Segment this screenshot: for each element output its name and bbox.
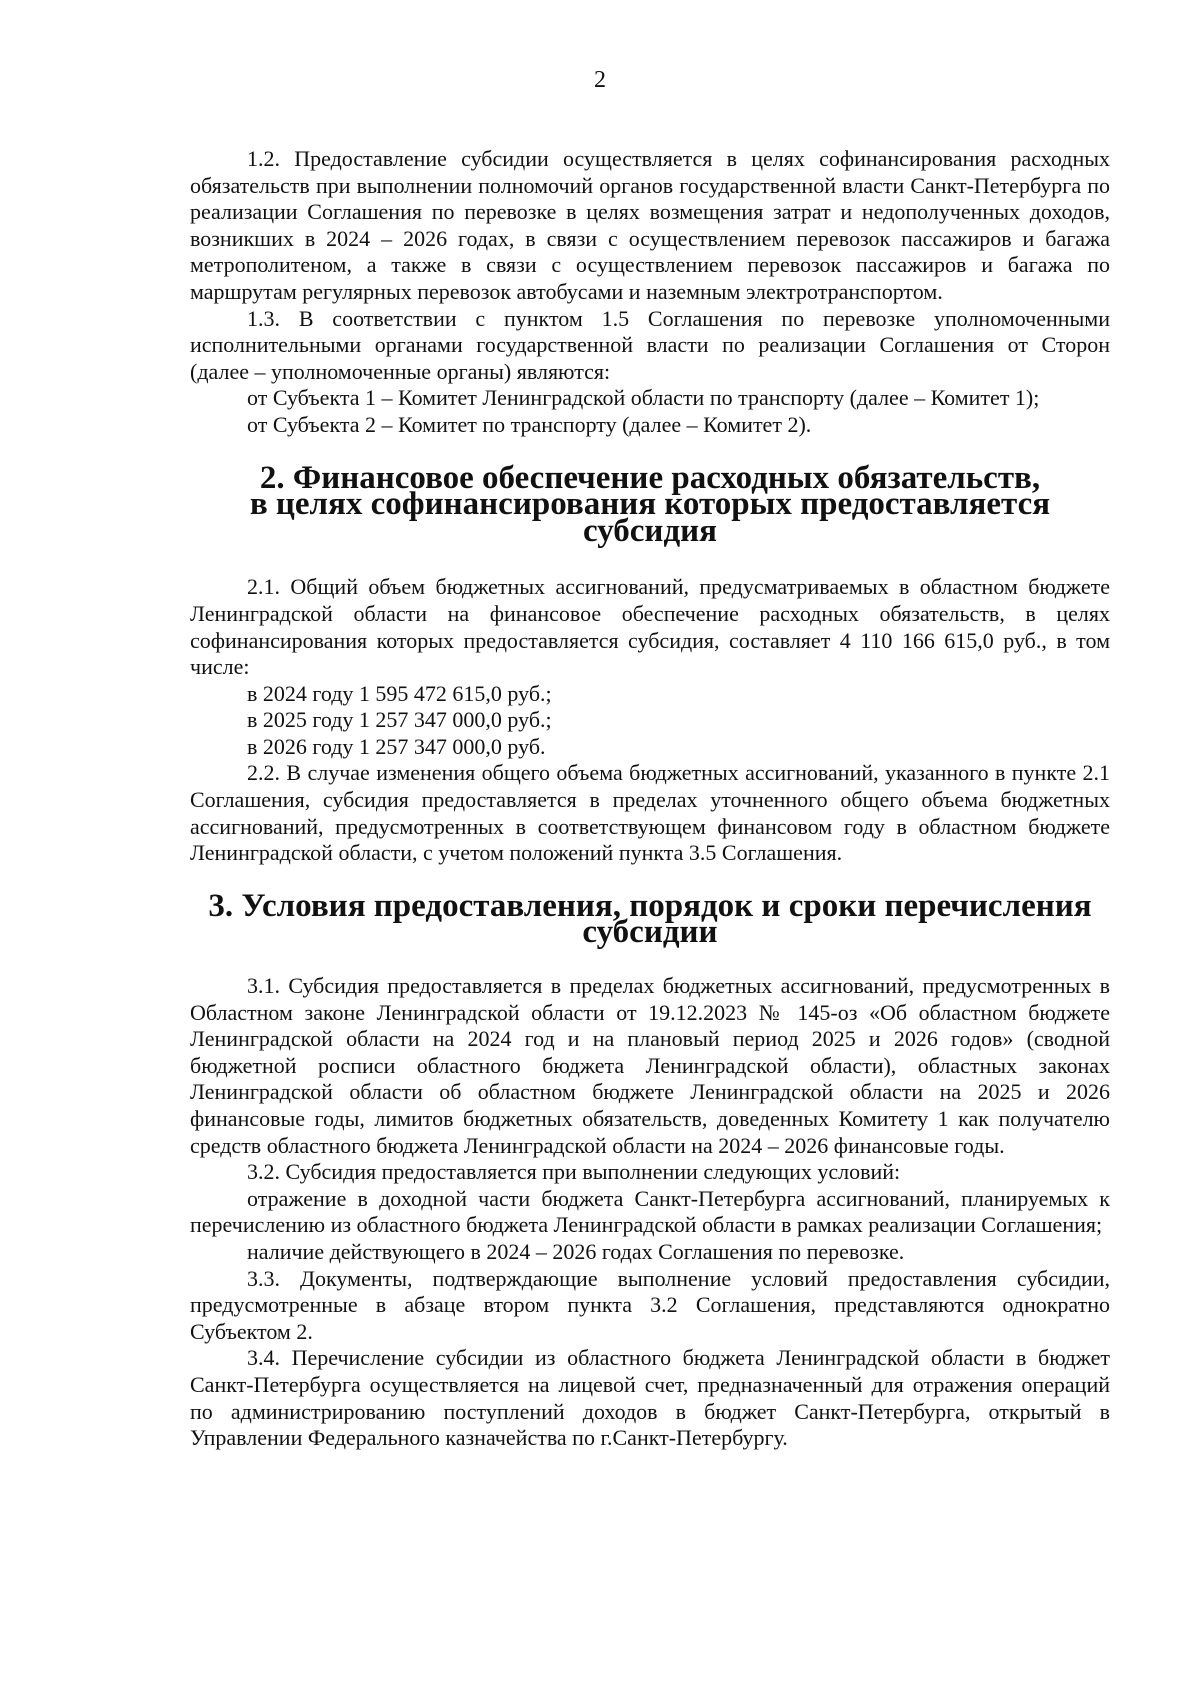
- paragraph-2-1: 2.1. Общий объем бюджетных ассигнований, предусматриваемых в областном бюджете Ленинградской области на финансовое обеспечение расходных обязательств, в целях софинансирования которых предоставляется субсидия, составляет 4 110 166 615,0 руб., в том числе:: [190, 574, 1110, 680]
- paragraph-3-2-item-a: отражение в доходной части бюджета Санкт-Петербурга ассигнований, планируемых к перечислению из областного бюджета Ленинградской области в рамках реализации Соглашения;: [190, 1185, 1110, 1238]
- paragraph-3-4: 3.4. Перечисление субсидии из областного бюджета Ленинградской области в бюджет Санкт-Петербурга осуществляется на лицевой счет, предназначенный для отражения операций по администрированию поступлений доходов в бюджет Санкт-Петербурга, открытый в Управлении Федерального казначейства по г.Санкт-Петербургу.: [190, 1345, 1110, 1451]
- section-3-heading-line: 3. Условия предоставления, порядок и сроки перечисления субсидии: [208, 887, 1092, 951]
- paragraph-2-1-item-2025: в 2025 году 1 257 347 000,0 руб.;: [247, 707, 552, 733]
- spacer: [190, 544, 1110, 574]
- paragraph-1-3-item-b: от Субъекта 2 – Комитет по транспорту (далее – Комитет 2).: [247, 411, 812, 437]
- spacer: [190, 946, 1110, 973]
- section-2-heading-line-2: в целях софинансирования которых предоставляется субсидия: [249, 486, 1051, 549]
- paragraph-3-2: 3.2. Субсидия предоставляется при выполнении следующих условий:: [247, 1159, 901, 1185]
- paragraph-1-3: 1.3. В соответствии с пунктом 1.5 Соглашения по перевозке уполномоченными исполнительными органами государственной власти по реализации Соглашения от Сторон (далее – уполномоченные органы) являются:: [190, 305, 1110, 384]
- paragraph-1-2: 1.2. Предоставление субсидии осуществляется в целях софинансирования расходных обязательств при выполнении полномочий органов государственной власти Санкт-Петербурга по реализации Соглашения по перевозке в целях возмещения затрат и недополученных доходов, возникших в 2024 – 2026 годах, в связи с осуществлением перевозок пассажиров и багажа метрополитеном, а также в связи с осуществлением перевозок пассажиров и багажа по маршрутам регулярных перевозок автобусами и наземным электротранспортом.: [190, 146, 1110, 304]
- page-number: 2: [594, 67, 606, 93]
- section-3-heading: [190, 887, 1110, 951]
- paragraph-3-1: 3.1. Субсидия предоставляется в пределах бюджетных ассигнований, предусмотренных в Областном законе Ленинградской области от 19.12.2023 № 145-оз «Об областном бюджете Ленинградской области на 2024 год и на плановый период 2025 и 2026 годов» (сводной бюджетной росписи областного бюджета Ленинградской области), областных законах Ленинградской области об областном бюджете Ленинградской области на 2025 и 2026 финансовые годы, лимитов бюджетных обязательств, доведенных Комитету 1 как получателю средств областного бюджета Ленинградской области на 2024 – 2026 финансовые годы.: [190, 973, 1110, 1158]
- paragraph-2-1-item-2026: в 2026 году 1 257 347 000,0 руб.: [247, 733, 546, 759]
- paragraph-3-2-item-b: наличие действующего в 2024 – 2026 годах Соглашения по перевозке.: [247, 1238, 905, 1264]
- paragraph-2-2: 2.2. В случае изменения общего объема бюджетных ассигнований, указанного в пункте 2.1 Соглашения, субсидия предоставляется в пределах уточненного общего объема бюджетных ассигнований, предусмотренных в соответствующем финансовом году в областном бюджете Ленинградской области, с учетом положений пункта 3.5 Соглашения.: [190, 760, 1110, 866]
- document-body: [190, 146, 1110, 1452]
- section-2-heading-line-1: 2. Финансовое обеспечение расходных обязательств,: [259, 459, 1041, 496]
- paragraph-2-1-item-2024: в 2024 году 1 595 472 615,0 руб.;: [247, 680, 552, 706]
- section-2-heading: [190, 459, 1110, 549]
- paragraph-1-3-item-a: от Субъекта 1 – Комитет Ленинградской области по транспорту (далее – Комитет 1);: [247, 385, 1040, 411]
- paragraph-3-3: 3.3. Документы, подтверждающие выполнение условий предоставления субсидии, предусмотренные в абзаце втором пункта 3.2 Соглашения, представляются однократно Субъектом 2.: [190, 1265, 1110, 1344]
